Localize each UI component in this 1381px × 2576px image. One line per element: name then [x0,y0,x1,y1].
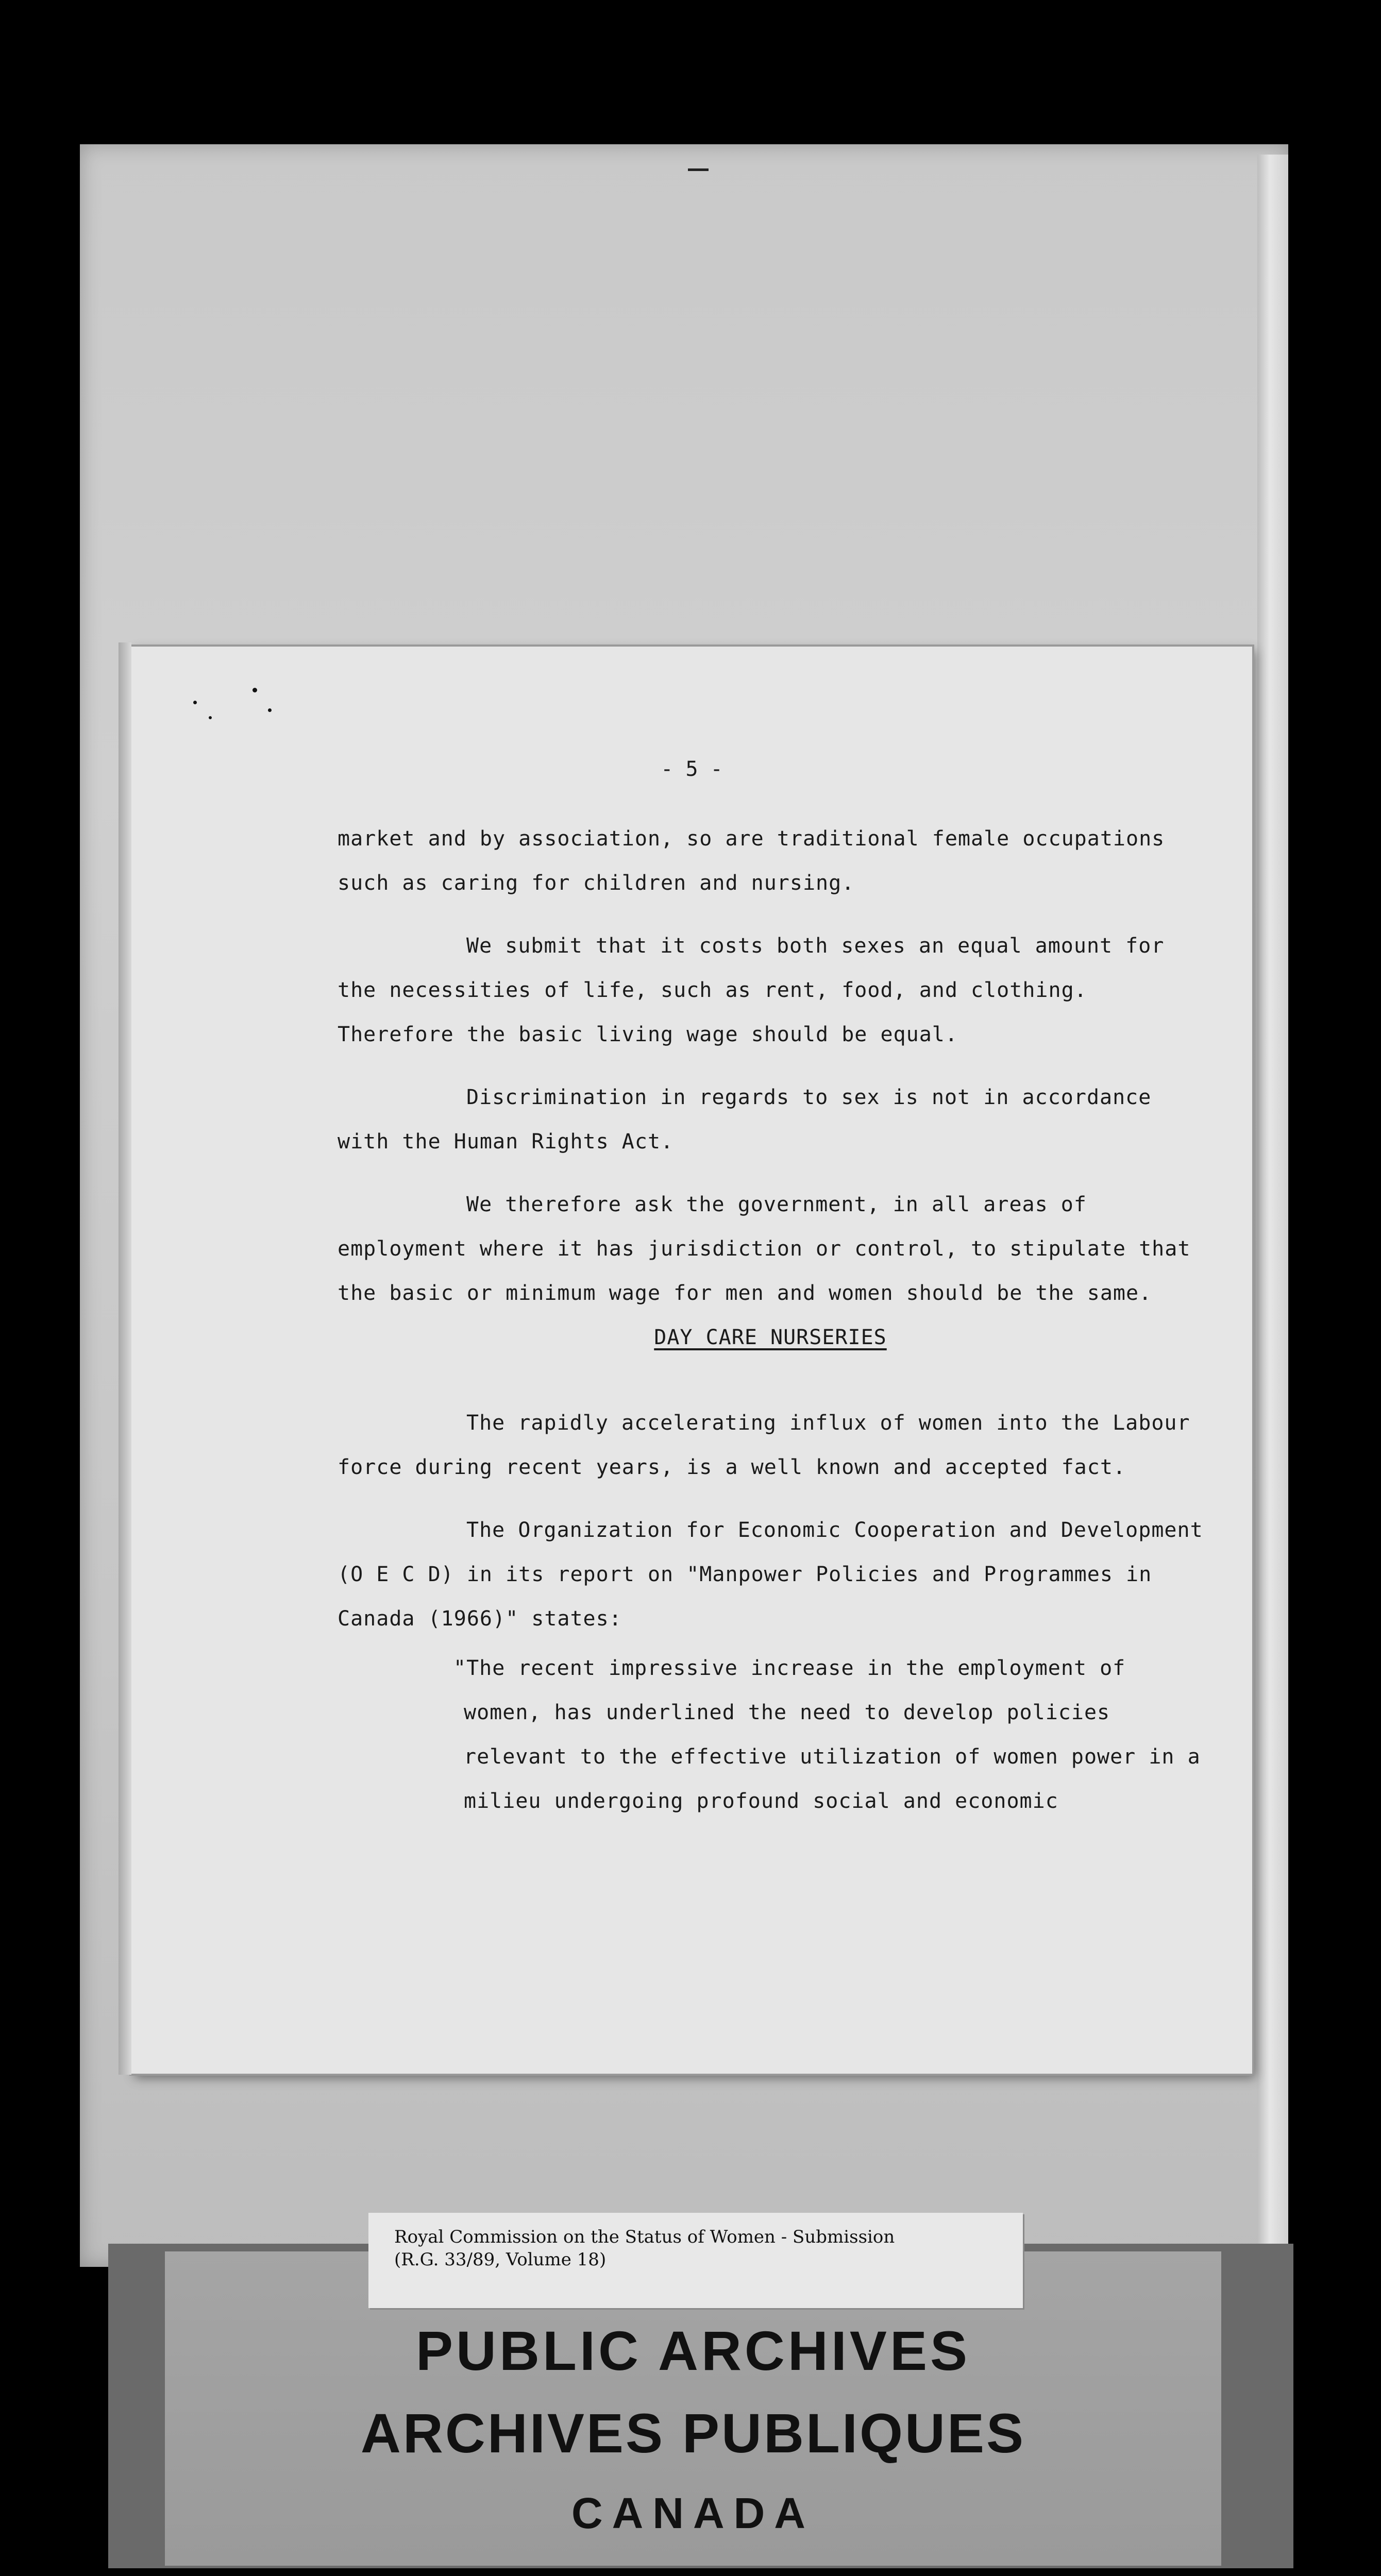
speck [193,701,197,704]
archive-country: CANADA [571,2489,815,2537]
archive-title-en: PUBLIC ARCHIVES [415,2319,971,2382]
speck [209,716,212,719]
collection-label [368,2213,1023,2308]
typed-document-page [131,647,1252,2074]
paragraph-1: market and by association, so are traditional female occupations such as caring for children and nursing. [338,827,1165,895]
document-body [338,817,1203,1823]
page-number: - 5 - [661,757,723,781]
speck [268,708,272,712]
paragraph-2: We submit that it costs both sexes an equal amount for the necessities of life, such as rent, food, and clothing. Therefore the basic living wage should be equal. [338,934,1165,1046]
registration-mark [688,168,709,171]
label-line-1: Royal Commission on the Status of Women - Submission [394,2227,895,2247]
block-quote: "The recent impressive increase in the employment of women, has underlined the need to develop policies relevant to the effective utilization of women power in a milieu undergoing profound social and economic [453,1656,1201,1813]
paragraph-5: The rapidly accelerating influx of women into the Labour force during recent years, is a well known and accepted fact. [338,1411,1190,1479]
paragraph-6: The Organization for Economic Cooperation and Development (O E C D) in its report on "Manpower Policies and Programmes in Canada (1966)" states: [338,1518,1203,1631]
paragraph-3: Discrimination in regards to sex is not in accordance with the Human Rights Act. [338,1086,1152,1154]
speck [252,688,257,692]
section-heading: DAY CARE NURSERIES [654,1326,887,1349]
backing-sheet-edge [1257,155,1288,2267]
archive-title-fr: ARCHIVES PUBLIQUES [360,2402,1026,2464]
label-line-2: (R.G. 33/89, Volume 18) [394,2249,607,2270]
paragraph-4: We therefore ask the government, in all areas of employment where it has jurisdiction or control, to stipulate that the basic or minimum wage for men and women should be the same. [338,1193,1191,1305]
